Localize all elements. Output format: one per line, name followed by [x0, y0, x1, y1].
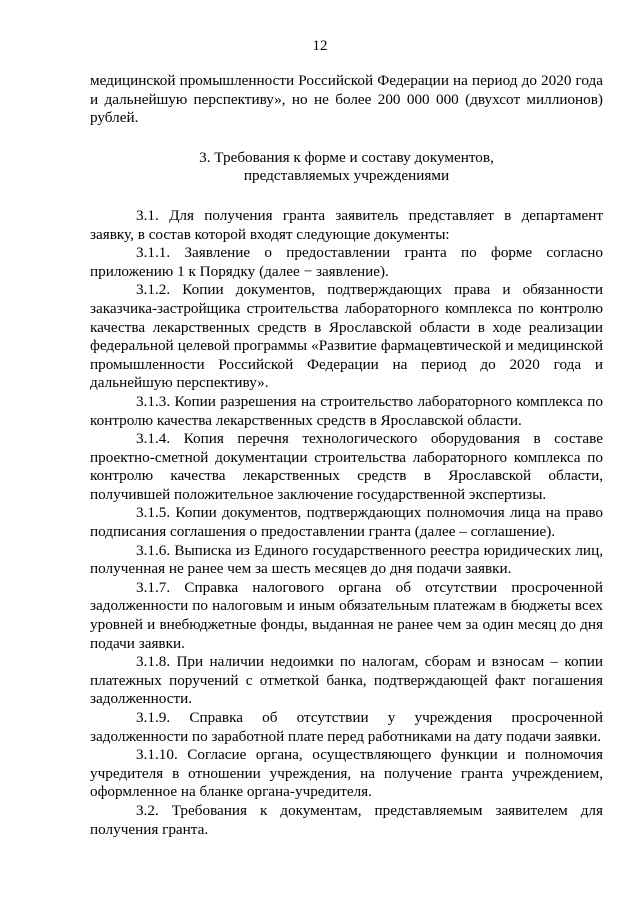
section-heading-line-1: 3. Требования к форме и составу документов, [199, 148, 494, 166]
paragraph-3-1-2: 3.1.2. Копии документов, подтверждающих права и обязанности заказчика-застройщика строительства лабораторного комплекса по контролю качества лекарственных средств в Ярославской области в ходе реализации федеральной целевой программы «Развитие фармацевтической и медицинской промышленности Российской Федерации на период до 2020 года и дальнейшую перспективу». [90, 281, 603, 392]
paragraph-3-1-1: 3.1.1. Заявление о предоставлении гранта по форме согласно приложению 1 к Порядку (далее − заявление). [90, 244, 603, 280]
paragraph-3-1-8: 3.1.8. При наличии недоимки по налогам, сборам и взносам – копии платежных поручений с отметкой банка, подтверждающей факт погашения задолженности. [90, 653, 603, 708]
page-number: 12 [312, 38, 328, 54]
paragraph-3-1-5: 3.1.5. Копии документов, подтверждающих полномочия лица на право подписания соглашения о предоставлении гранта (далее – соглашение). [90, 504, 603, 541]
intro-paragraph: медицинской промышленности Российской Федерации на период до 2020 года и дальнейшую перспективу», но не более 200 000 000 (двухсот миллионов) рублей. [90, 72, 603, 127]
paragraph-3-1-3: 3.1.3. Копии разрешения на строительство лабораторного комплекса по контролю качества лекарственных средств в Ярославской области. [90, 392, 603, 429]
paragraph-3-1-10: 3.1.10. Согласие органа, осуществляющего функции и полномочия учредителя в отношении учреждения, на получение гранта учреждением, оформленное на бланке органа-учредителя. [90, 746, 603, 801]
section-heading-line-2: представляемых учреждениями [243, 167, 450, 185]
paragraph-3-1-6: 3.1.6. Выписка из Единого государственного реестра юридических лиц, полученная не ранее чем за шесть месяцев до дня подачи заявки. [90, 541, 603, 578]
section-heading [90, 149, 603, 186]
paragraph-3-1-7: 3.1.7. Справка налогового органа об отсутствии просроченной задолженности по налоговым и иным обязательным платежам в бюджеты всех уровней и внебюджетные фонды, выданная не ранее чем за один месяц до дня подачи заявки. [90, 578, 603, 652]
paragraph-3-1-9: 3.1.9. Справка об отсутствии у учреждения просроченной задолженности по заработной плате перед работниками на дату подачи заявки. [90, 709, 603, 745]
document-body [90, 72, 603, 839]
paragraph-3-1-4: 3.1.4. Копия перечня технологического оборудования в составе проектно-сметной документации строительства лабораторного комплекса по контролю качества лекарственных средств в Ярославской области, получившей положительное заключение государственной экспертизы. [90, 430, 603, 503]
paragraph-3-2: 3.2. Требования к документам, представляемым заявителем для получения гранта. [90, 801, 603, 838]
paragraph-3-1: 3.1. Для получения гранта заявитель представляет в департамент заявку, в состав которой входят следующие документы: [90, 206, 603, 243]
